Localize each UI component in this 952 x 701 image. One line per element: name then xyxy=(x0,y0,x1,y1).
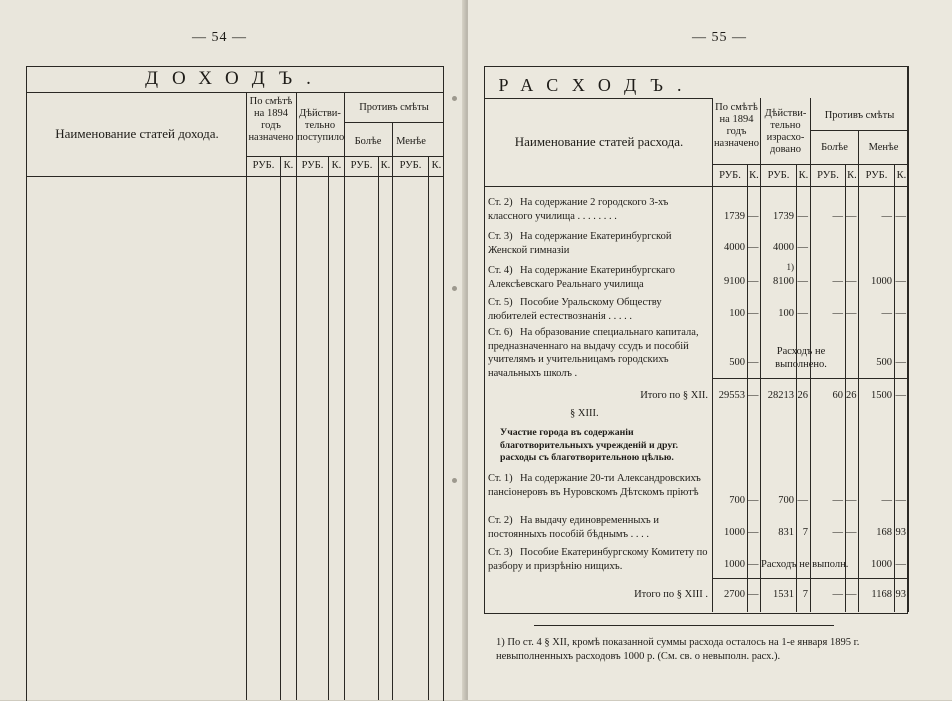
total-more-kop: — xyxy=(846,589,857,600)
article-label: Ст. 3) xyxy=(488,547,513,558)
income-actual-header: Дѣйстви- тельно поступило xyxy=(297,108,345,143)
actual-kop: — xyxy=(797,211,808,222)
budget-kop: — xyxy=(748,276,759,287)
expense-rub-header: РУБ. xyxy=(865,170,888,181)
total-more-rub: 60 xyxy=(832,390,843,401)
column-rule xyxy=(845,164,846,612)
budget-rub: 500 xyxy=(729,357,745,368)
binding-hole xyxy=(452,286,457,291)
income-rub-header: РУБ. xyxy=(350,160,373,171)
actual-kop: — xyxy=(797,495,808,506)
less-rub: — xyxy=(881,211,892,222)
column-rule xyxy=(747,164,748,612)
more-kop: — xyxy=(846,276,857,287)
less-kop: — xyxy=(895,559,906,570)
total-less-kop: — xyxy=(895,390,906,401)
actual-rub: 1739 xyxy=(773,211,794,222)
less-rub: 500 xyxy=(876,357,892,368)
less-kop: — xyxy=(895,357,906,368)
budget-kop: — xyxy=(748,211,759,222)
expense-name-header: Наименование статей расхода. xyxy=(514,134,684,149)
more-kop: — xyxy=(846,527,857,538)
article-label: Ст. 2) xyxy=(488,515,513,526)
less-kop: — xyxy=(895,211,906,222)
total-budget-rub: 29553 xyxy=(718,390,745,401)
header-bottom-line xyxy=(26,176,444,177)
less-kop: — xyxy=(895,308,906,319)
total-less-rub: 1500 xyxy=(871,390,892,401)
column-rule xyxy=(908,66,909,612)
income-title: ДОХОДЪ. xyxy=(26,66,444,93)
income-name-header: Наименование статей дохода. xyxy=(55,126,219,141)
section-xiii-title: Участие города въ содержанiи благотворительныхъ учрежденiй и друг. расходы съ благотворительною цѣлью. xyxy=(500,427,679,463)
column-rule xyxy=(246,92,247,700)
total-actual-kop: 7 xyxy=(802,589,808,600)
column-rule xyxy=(894,164,895,612)
total-xiii-label: Итого по § XIII . xyxy=(634,589,708,600)
article-label: Ст. 4) xyxy=(488,265,513,276)
expense-less-header: Менѣе xyxy=(868,142,899,153)
income-less-header: Менѣе xyxy=(396,136,426,147)
binding-hole xyxy=(452,478,457,483)
total-budget-rub: 2700 xyxy=(724,589,745,600)
expense-row-text: Ст. 2) На выдачу единовременныхъ и постоянныхъ пособiй бѣднымъ . . . . xyxy=(488,515,659,540)
budget-rub: 9100 xyxy=(724,276,745,287)
column-rule xyxy=(280,156,281,700)
section-xiii-heading: § XIII. xyxy=(570,408,599,419)
income-vs-budget-header: Противъ смѣты xyxy=(359,102,429,113)
column-rule xyxy=(378,156,379,700)
income-budget-header: По смѣтѣ на 1894 годъ назначено xyxy=(248,96,294,143)
actual-rub: 8100 xyxy=(773,276,794,287)
actual-rub: 700 xyxy=(778,495,794,506)
footnote-marker: 1) xyxy=(786,262,794,272)
budget-kop: — xyxy=(748,242,759,253)
income-more-header: Болѣе xyxy=(354,136,382,147)
less-kop: — xyxy=(895,495,906,506)
column-rule xyxy=(392,122,393,700)
budget-kop: — xyxy=(748,495,759,506)
budget-kop: — xyxy=(748,527,759,538)
footnote: 1) По ст. 4 § XII, кромѣ показанной суммы расхода осталось на 1-е января 1895 г. невыполненныхъ расходовъ 1000 р. (См. св. о невыполн. расх.). xyxy=(496,637,860,662)
left-page-number: — 54 — xyxy=(192,30,247,45)
budget-rub: 1739 xyxy=(724,211,745,222)
total-rule xyxy=(712,378,908,379)
less-rub: 1000 xyxy=(871,276,892,287)
less-rub: 168 xyxy=(876,527,892,538)
binding-hole xyxy=(452,96,457,101)
total-budget-kop: — xyxy=(748,589,759,600)
less-kop: — xyxy=(895,276,906,287)
expense-vs-budget-header: Противъ смѣты xyxy=(824,110,895,121)
budget-rub: 100 xyxy=(729,308,745,319)
expense-row-text: Ст. 4) На содержание Екатеринбургскаго Алексѣевскаго Реальнаго училища xyxy=(488,265,675,290)
more-rub: — xyxy=(832,276,843,287)
article-label: Ст. 1) xyxy=(488,473,513,484)
income-kop-header: К. xyxy=(283,160,294,171)
expense-row-text: Ст. 3) Пособие Екатеринбургскому Комитету по разбору и призрѣнiю нищихъ. xyxy=(488,547,708,572)
subheader-line xyxy=(246,156,444,157)
title-rule xyxy=(484,98,712,99)
actual-rub: 4000 xyxy=(773,242,794,253)
article-label: Ст. 6) xyxy=(488,327,513,338)
less-rub: — xyxy=(881,495,892,506)
total-less-kop: 93 xyxy=(895,589,906,600)
expense-rub-header: РУБ. xyxy=(767,170,790,181)
more-rub: — xyxy=(832,495,843,506)
expense-rub-header: РУБ. xyxy=(719,170,741,181)
right-page-number: — 55 — xyxy=(692,30,747,45)
column-rule xyxy=(344,92,345,700)
total-rule xyxy=(712,578,908,579)
article-label: Ст. 3) xyxy=(488,231,513,242)
article-label: Ст. 5) xyxy=(488,297,513,308)
actual-kop: — xyxy=(797,242,808,253)
expense-row-text: Ст. 2) На содержание 2 городского 3-хъ классного училища . . . . . . . . xyxy=(488,197,669,222)
budget-rub: 700 xyxy=(729,495,745,506)
total-actual-rub: 1531 xyxy=(773,589,794,600)
actual-rub: 831 xyxy=(778,527,794,538)
subheader-line xyxy=(344,122,444,123)
actual-not-executed-note: Расходъ не выполнено. xyxy=(775,346,827,370)
expense-kop-header: К. xyxy=(749,170,759,181)
actual-kop: 7 xyxy=(802,527,808,538)
budget-kop: — xyxy=(748,308,759,319)
column-rule xyxy=(428,156,429,700)
expense-kop-header: К. xyxy=(798,170,809,181)
income-kop-header: К. xyxy=(331,160,342,171)
income-rub-header: РУБ. xyxy=(399,160,422,171)
actual-not-executed-note: Расходъ не выполн. xyxy=(761,559,849,570)
less-kop: 93 xyxy=(895,527,906,538)
expense-kop-header: К. xyxy=(847,170,857,181)
budget-kop: — xyxy=(748,357,759,368)
more-kop: — xyxy=(846,495,857,506)
article-label: Ст. 2) xyxy=(488,197,513,208)
total-budget-kop: — xyxy=(748,390,759,401)
expense-more-header: Болѣе xyxy=(821,142,848,153)
more-kop: — xyxy=(846,211,857,222)
subheader-line xyxy=(810,130,908,131)
expense-row-text: Ст. 3) На содержание Екатеринбургской Женской гимназiи xyxy=(488,231,672,256)
total-more-kop: 26 xyxy=(846,390,857,401)
total-more-rub: — xyxy=(832,589,843,600)
income-rub-header: РУБ. xyxy=(252,160,275,171)
actual-rub: 100 xyxy=(778,308,794,319)
total-less-rub: 1168 xyxy=(871,589,892,600)
budget-rub: 4000 xyxy=(724,242,745,253)
less-rub: 1000 xyxy=(871,559,892,570)
actual-kop: — xyxy=(797,276,808,287)
more-rub: — xyxy=(832,308,843,319)
budget-rub: 1000 xyxy=(724,559,745,570)
expense-actual-header: Дѣйстви- тельно израсхо- довано xyxy=(764,108,807,155)
expense-title: РАСХОДЪ. xyxy=(498,75,696,95)
total-actual-kop: 26 xyxy=(797,390,808,401)
column-rule xyxy=(858,130,859,612)
expense-row-text: Ст. 1) На содержание 20-ти Александровскихъ пансiонеровъ въ Нуровскомъ Дѣтскомъ прiютѣ xyxy=(488,473,701,498)
more-kop: — xyxy=(846,308,857,319)
expense-row-text: Ст. 5) Пособие Уральскому Обществу любителей естествознанiя . . . . . xyxy=(488,297,662,322)
income-kop-header: К. xyxy=(431,160,442,171)
less-rub: — xyxy=(881,308,892,319)
expense-row-text: Ст. 6) На образование специальнаго капитала, предназначеннаго на выдачу ссудъ и пособiй учителямъ и учительницамъ городскихъ начальныхъ школъ . xyxy=(488,327,699,379)
more-rub: — xyxy=(832,527,843,538)
column-rule xyxy=(296,92,297,700)
income-rub-header: РУБ. xyxy=(301,160,324,171)
expense-kop-header: К. xyxy=(896,170,907,181)
column-rule xyxy=(796,164,797,612)
expense-rub-header: РУБ. xyxy=(817,170,839,181)
column-rule xyxy=(328,156,329,700)
more-rub: — xyxy=(832,211,843,222)
income-kop-header: К. xyxy=(380,160,391,171)
actual-kop: — xyxy=(797,308,808,319)
budget-rub: 1000 xyxy=(724,527,745,538)
total-actual-rub: 28213 xyxy=(767,390,794,401)
footnote-rule xyxy=(534,625,834,626)
budget-kop: — xyxy=(748,559,759,570)
expense-budget-header: По смѣтѣ на 1894 годъ назначено xyxy=(713,102,760,149)
total-xii-label: Итого по § XII. xyxy=(640,390,708,401)
